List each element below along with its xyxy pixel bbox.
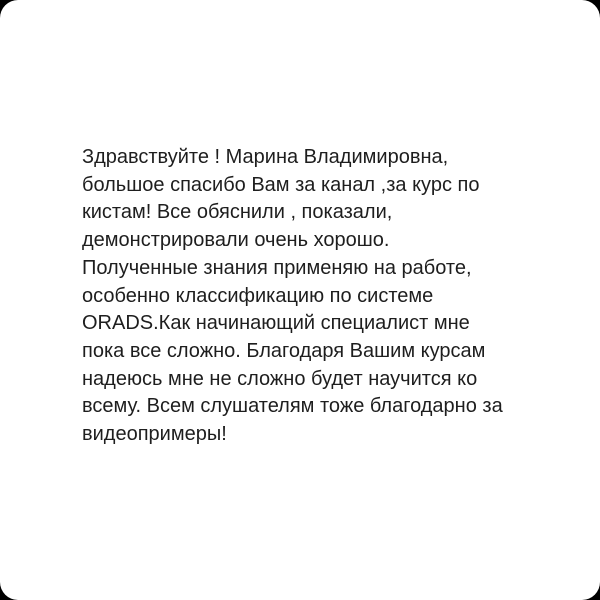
review-text-line: особенно классификацию по системе bbox=[82, 284, 434, 307]
review-text-line: большое спасибо Вам за канал ,за курс по bbox=[82, 173, 480, 196]
review-text-line: видеопримеры! bbox=[82, 423, 227, 446]
review-text-line: всему. Всем слушателям тоже благодарно за bbox=[82, 395, 503, 418]
review-text-line: Здравствуйте ! Марина Владимировна, bbox=[82, 146, 449, 168]
review-text-block bbox=[82, 144, 534, 449]
review-text-line: ORADS.Как начинающий специалист мне bbox=[82, 312, 470, 335]
review-text-line: пока все сложно. Благодаря Вашим курсам bbox=[82, 339, 486, 362]
review-text-line: Полученные знания применяю на работе, bbox=[82, 256, 472, 279]
review-text-line: демонстрировали очень хорошо. bbox=[82, 229, 390, 252]
review-text-line: кистам! Все обяснили , показали, bbox=[82, 201, 393, 224]
review-text-line: надеюсь мне не сложно будет научится ко bbox=[82, 367, 478, 390]
